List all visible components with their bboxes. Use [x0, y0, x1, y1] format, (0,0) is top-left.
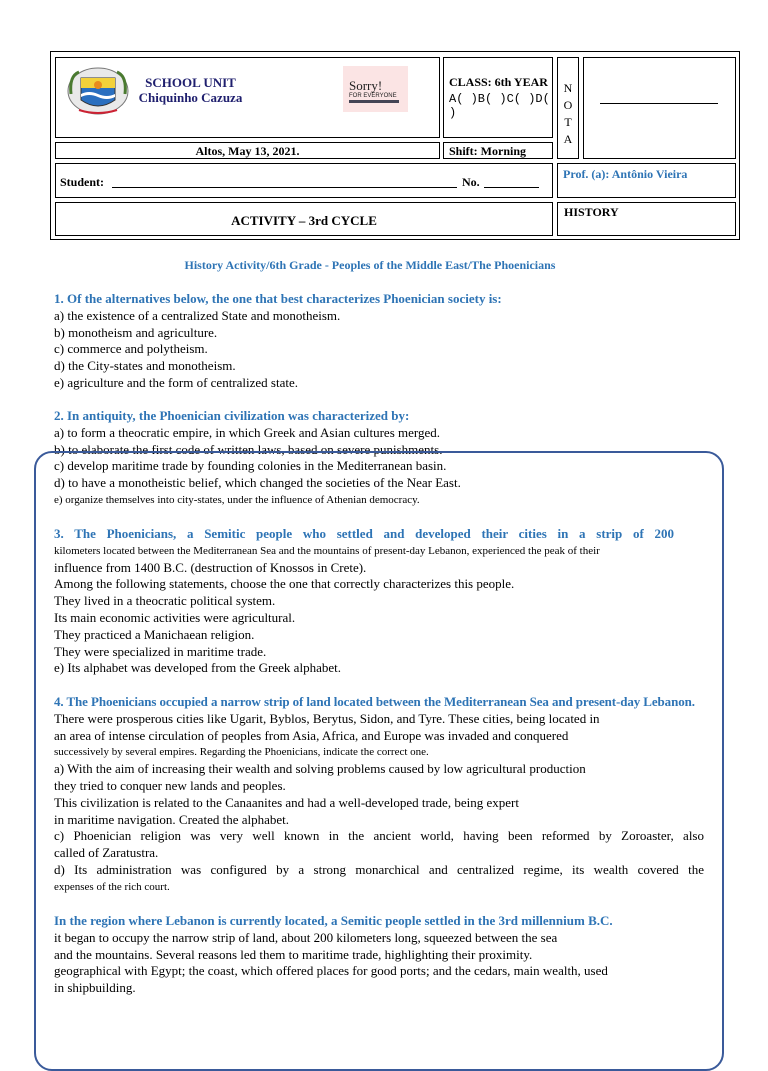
nota-letter: T — [564, 115, 572, 129]
answer-option: This civilization is related to the Canaanites and had a well-developed trade, being expert — [54, 794, 519, 810]
school-name: Chiquinho Cazuza — [138, 90, 243, 105]
answer-option: e) agriculture and the form of centralized state. — [54, 374, 298, 390]
class-options: A( )B( )C( )D( ) — [449, 92, 550, 120]
question-text: it began to occupy the narrow strip of land, about 200 kilometers long, squeezed between the sea — [54, 929, 558, 945]
number-label: No. — [462, 175, 480, 189]
answer-option: e) organize themselves into city-states, under the influence of Athenian democracy. — [54, 493, 420, 506]
answer-option: a) the existence of a centralized State and monotheism. — [54, 307, 341, 323]
answer-option: Its main economic activities were agricultural. — [54, 609, 296, 625]
sorry-logo-bar — [349, 100, 399, 103]
nota-box — [557, 57, 579, 159]
answer-option: called of Zaratustra. — [54, 845, 159, 861]
student-box — [55, 163, 553, 198]
school-unit-label: SCHOOL UNIT — [145, 75, 236, 90]
answer-option: b) monotheism and agriculture. — [54, 324, 218, 340]
question-text: and the mountains. Several reasons led them to maritime trade, highlighting their proximity. — [54, 946, 533, 962]
question-text: kilometers located between the Mediterranean Sea and the mountains of present-day Lebanon, experienced the peak of their — [54, 544, 600, 557]
student-name-field[interactable] — [112, 187, 457, 188]
nota-letter: O — [563, 98, 573, 112]
question-heading: In the region where Lebanon is currently located, a Semitic people settled in the 3rd millennium B.C. — [54, 913, 613, 928]
grade-line — [600, 103, 718, 104]
answer-option: they tried to conquer new lands and peoples. — [54, 777, 286, 793]
answer-option: b) to elaborate the first code of written laws, based on severe punishments. — [54, 441, 443, 457]
date-line: Altos, May 13, 2021. — [55, 142, 440, 159]
nota-letter: A — [563, 132, 573, 146]
answer-option: a) to form a theocratic empire, in which Greek and Asian cultures merged. — [54, 424, 441, 440]
question-text: There were prosperous cities like Ugarit, Byblos, Berytus, Sidon, and Tyre. These cities, being located in — [54, 710, 600, 726]
answer-option: They lived in a theocratic political system. — [54, 593, 276, 609]
number-field[interactable] — [484, 187, 539, 188]
professor-name: Prof. (a): Antônio Vieira — [557, 163, 736, 198]
question-heading: 3. The Phoenicians, a Semitic people who settled and developed their cities in a strip of 200 — [54, 526, 674, 541]
answer-option: They practiced a Manichaean religion. — [54, 626, 255, 642]
question-text: in shipbuilding. — [54, 980, 136, 996]
answer-option: d) the City-states and monotheism. — [54, 358, 236, 374]
answer-option: c) commerce and polytheism. — [54, 341, 208, 357]
page-title: History Activity/6th Grade - Peoples of the Middle East/The Phoenicians — [184, 258, 556, 272]
subject-label: HISTORY — [557, 202, 736, 236]
sorry-logo-subtext: FOR EVERYONE — [349, 93, 397, 99]
nota-letter: N — [563, 81, 573, 95]
rounded-frame — [34, 451, 724, 1071]
school-name-block — [118, 75, 263, 105]
sorry-logo-text: Sorry! — [349, 78, 383, 93]
question-text: an area of intense circulation of peoples from Asia, Africa, and Europe was invaded and conquered — [54, 727, 569, 743]
student-label: Student: — [60, 175, 105, 189]
answer-option: expenses of the rich court. — [54, 880, 170, 893]
answer-option: d) Its administration was configured by a strong monarchical and centralized regime, its wealth covered the — [54, 861, 704, 877]
answer-option: e) Its alphabet was developed from the Greek alphabet. — [54, 660, 341, 676]
question-heading: 2. In antiquity, the Phoenician civilization was characterized by: — [54, 408, 410, 423]
sorry-logo — [343, 66, 408, 112]
question-heading: 4. The Phoenicians occupied a narrow strip of land located between the Mediterranean Sea and present-day Lebanon. — [54, 694, 695, 709]
answer-option: in maritime navigation. Created the alphabet. — [54, 811, 290, 827]
question-text: Among the following statements, choose the one that correctly characterizes this people. — [54, 576, 515, 592]
question-1 — [54, 291, 714, 392]
answer-option: d) to have a monotheistic belief, which changed the societies of the Near East. — [54, 475, 461, 491]
answer-option: c) Phoenician religion was very well known in the ancient world, having been reformed by Zoroaster, also — [54, 828, 704, 844]
question-text: influence from 1400 B.C. (destruction of Knossos in Crete). — [54, 559, 367, 575]
question-heading: 1. Of the alternatives below, the one that best characterizes Phoenician society is: — [54, 291, 502, 306]
answer-option: c) develop maritime trade by founding colonies in the Mediterranean basin. — [54, 458, 447, 474]
class-box — [443, 57, 553, 138]
answer-option: They were specialized in maritime trade. — [54, 643, 267, 659]
class-label: CLASS: 6th YEAR — [449, 75, 548, 89]
shift-label: Shift: Morning — [443, 142, 553, 159]
activity-title: ACTIVITY – 3rd CYCLE — [55, 202, 553, 236]
question-text: geographical with Egypt; the coast, which offered places for good ports; and the cedars, main wealth, used — [54, 963, 608, 979]
grade-box[interactable] — [583, 57, 736, 159]
question-text: successively by several empires. Regarding the Phoenicians, indicate the correct one. — [54, 746, 429, 759]
answer-option: a) With the aim of increasing their wealth and solving problems caused by low agricultural production — [54, 761, 586, 777]
